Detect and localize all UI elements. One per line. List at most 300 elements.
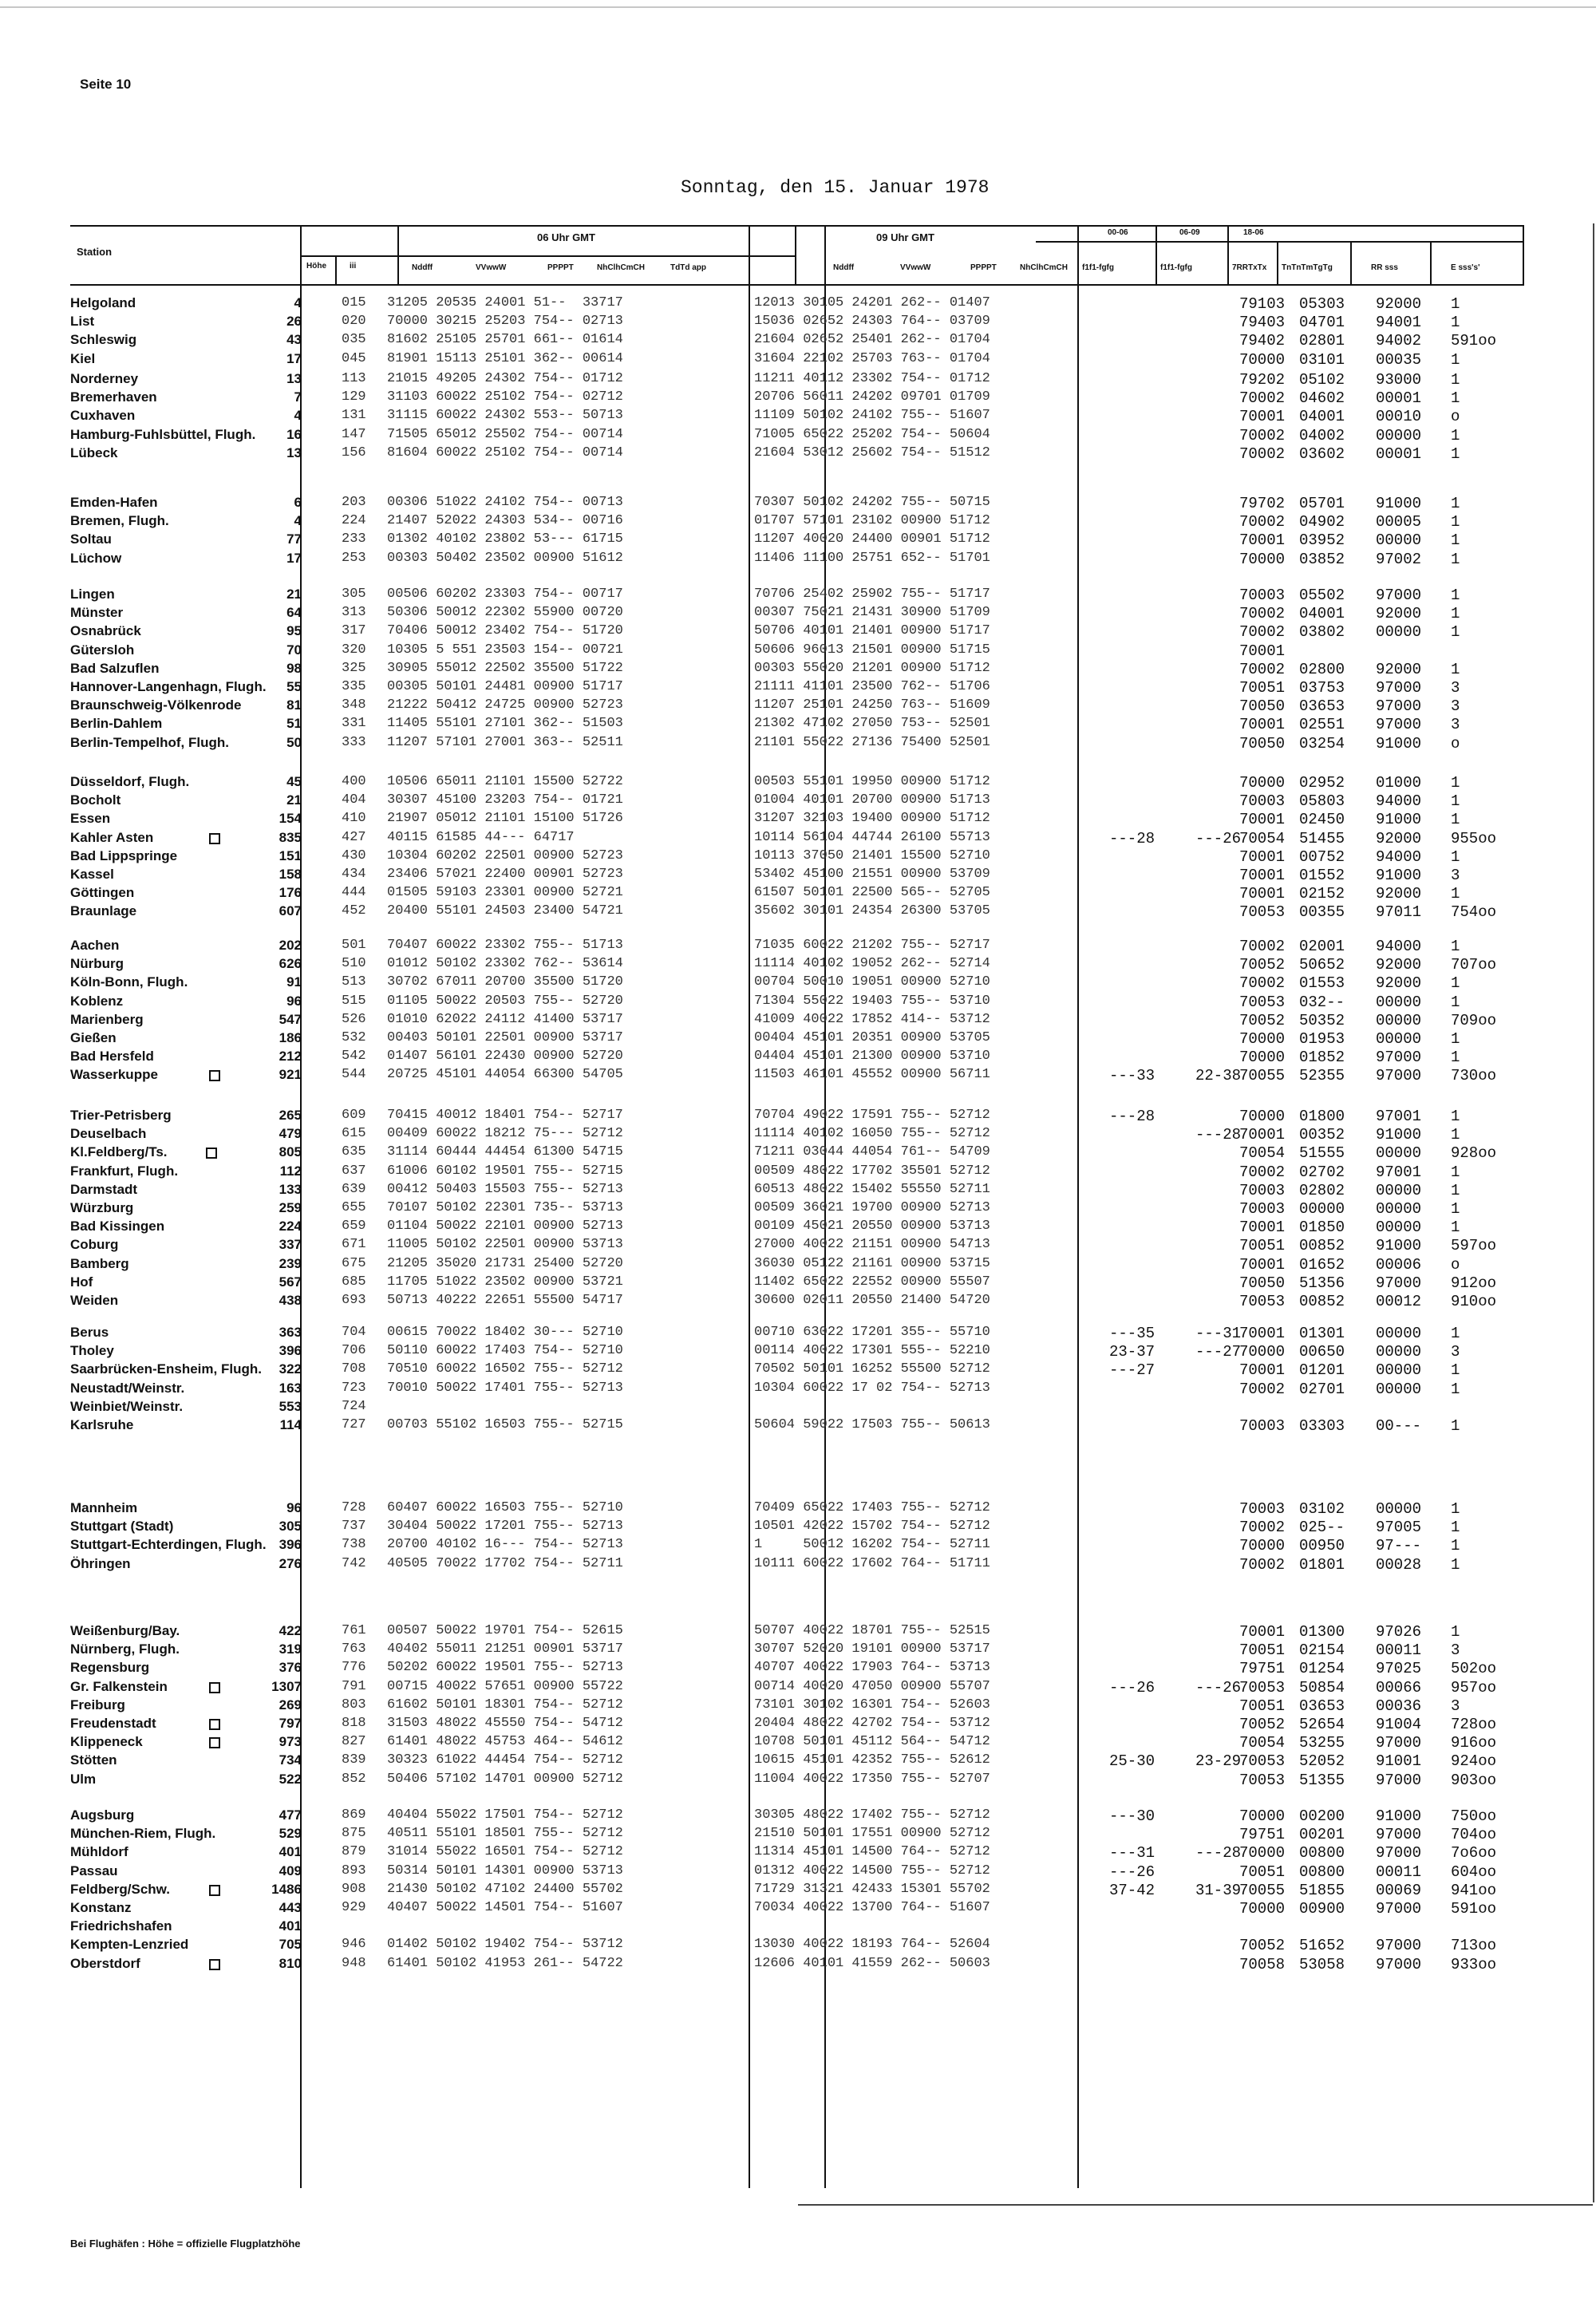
- station-iii: 639: [342, 1181, 366, 1197]
- group-18-06: 79402: [1239, 332, 1286, 350]
- obs-06: 11207 57101 27001 363-- 52511: [387, 734, 623, 750]
- group-e: 933oo: [1451, 1955, 1497, 1973]
- obs-09: 21101 55022 27136 75400 52501: [754, 734, 990, 750]
- station-iii: 852: [342, 1771, 366, 1787]
- group-18-06: 70053: [1239, 993, 1286, 1011]
- station-hoehe: 1307: [271, 1678, 302, 1694]
- station-iii: 035: [342, 332, 366, 348]
- header-hoehe: Höhe: [306, 262, 326, 271]
- obs-09: 10615 45101 42352 755-- 52612: [754, 1752, 990, 1768]
- station-iii: 331: [342, 716, 366, 732]
- station-iii: 737: [342, 1519, 366, 1535]
- station-hoehe: 734: [279, 1752, 302, 1768]
- station-name: List: [70, 314, 95, 330]
- station-hoehe: 224: [279, 1219, 302, 1234]
- station-hoehe: 21: [286, 587, 302, 602]
- station-name: Kahler Asten: [70, 829, 154, 845]
- obs-06: 81901 15113 25101 362-- 00614: [387, 350, 623, 366]
- station-name: Klippeneck: [70, 1734, 143, 1750]
- station-name: Göttingen: [70, 885, 135, 901]
- station-iii: 313: [342, 605, 366, 621]
- group-e: 1: [1451, 1049, 1460, 1067]
- obs-06: 70510 60022 16502 755-- 52712: [387, 1361, 623, 1377]
- group-e: 1: [1451, 1163, 1460, 1181]
- obs-09: 31604 22102 25703 763-- 01704: [754, 350, 990, 366]
- group-tn: 02702: [1299, 1163, 1345, 1181]
- station-iii: 045: [342, 350, 366, 366]
- obs-06: 10304 60202 22501 00900 52723: [387, 847, 623, 863]
- header-nddff-06: Nddff: [412, 263, 433, 272]
- group-tn: 03852: [1299, 550, 1345, 568]
- station-iii: 728: [342, 1500, 366, 1515]
- obs-09: 11109 50102 24102 755-- 51607: [754, 408, 990, 424]
- group-rr: 00000: [1376, 1380, 1422, 1398]
- group-e: 1: [1451, 974, 1460, 993]
- group-18-06: 70055: [1239, 1881, 1286, 1899]
- station-name: Karlsruhe: [70, 1417, 134, 1432]
- station-iii: 818: [342, 1716, 366, 1731]
- obs-09: 73101 30102 16301 754-- 52603: [754, 1697, 990, 1712]
- group-tn: 04001: [1299, 408, 1345, 426]
- group-rr: 97000: [1376, 1734, 1422, 1752]
- obs-06: 21222 50412 24725 00900 52723: [387, 697, 623, 713]
- extreme-00-06: 23-37: [1109, 1343, 1156, 1361]
- extreme-06-09: 31-39: [1195, 1881, 1242, 1899]
- station-name: Norderney: [70, 371, 139, 386]
- group-18-06: 70000: [1239, 1900, 1286, 1918]
- station-name: Köln-Bonn, Flugh.: [70, 974, 188, 990]
- obs-09: 11402 65022 22552 00900 55507: [754, 1274, 990, 1290]
- station-hoehe: 176: [279, 885, 302, 901]
- group-e: 1: [1451, 885, 1460, 903]
- group-rr: 00000: [1376, 1219, 1422, 1237]
- station-name: München-Riem, Flugh.: [70, 1826, 216, 1842]
- group-tn: 51855: [1299, 1881, 1345, 1899]
- obs-09: 70409 65022 17403 755-- 52712: [754, 1500, 990, 1515]
- header-ff1: f1f1-fgfg: [1082, 263, 1114, 272]
- station-iii: 827: [342, 1734, 366, 1750]
- obs-06: 61401 48022 45753 464-- 54612: [387, 1734, 623, 1750]
- station-hoehe: 547: [279, 1011, 302, 1027]
- group-rr: 92000: [1376, 885, 1422, 903]
- station-hoehe: 259: [279, 1200, 302, 1215]
- group-rr: 94002: [1376, 332, 1422, 350]
- group-tn: 03101: [1299, 350, 1345, 369]
- station-iii: 655: [342, 1200, 366, 1215]
- obs-06: 61401 50102 41953 261-- 54722: [387, 1955, 623, 1971]
- station-iii: 929: [342, 1900, 366, 1915]
- station-iii: 224: [342, 513, 366, 529]
- obs-06: 00715 40022 57651 00900 55722: [387, 1678, 623, 1694]
- group-e: 941oo: [1451, 1881, 1497, 1899]
- group-18-06: 70002: [1239, 974, 1286, 993]
- group-rr: 91001: [1376, 1752, 1422, 1771]
- extreme-00-06: ---27: [1109, 1361, 1156, 1380]
- header-nhcl-06: NhClhCmCH: [597, 263, 645, 272]
- group-e: o: [1451, 734, 1460, 753]
- station-hoehe: 96: [286, 993, 302, 1009]
- station-hoehe: 805: [279, 1144, 302, 1160]
- extreme-06-09: ---27: [1195, 1343, 1242, 1361]
- group-18-06: 70001: [1239, 531, 1286, 550]
- mountain-station-icon: [209, 833, 220, 844]
- station-hoehe: 45: [286, 774, 302, 789]
- group-e: 924oo: [1451, 1752, 1497, 1771]
- obs-06: 40407 50022 14501 754-- 51607: [387, 1900, 623, 1915]
- station-hoehe: 810: [279, 1955, 302, 1971]
- mountain-station-icon: [209, 1070, 220, 1081]
- obs-06: 31114 60444 44454 61300 54715: [387, 1144, 623, 1160]
- obs-09: 70307 50102 24202 755-- 50715: [754, 495, 990, 510]
- group-e: 955oo: [1451, 829, 1497, 847]
- group-e: 728oo: [1451, 1716, 1497, 1733]
- group-e: 1: [1451, 371, 1460, 389]
- group-tn: 02801: [1299, 332, 1345, 350]
- station-name: Mannheim: [70, 1500, 138, 1515]
- obs-06: 40115 61585 44--- 64717: [387, 829, 575, 845]
- col-divider-c2: [1227, 225, 1229, 286]
- group-rr: 00000: [1376, 1011, 1422, 1029]
- station-iii: 693: [342, 1293, 366, 1308]
- group-e: 1: [1451, 350, 1460, 369]
- station-iii: 724: [342, 1398, 366, 1414]
- group-e: 7o6oo: [1451, 1844, 1497, 1863]
- obs-09: 13030 40022 18193 764-- 52604: [754, 1937, 990, 1953]
- group-18-06: 70002: [1239, 1163, 1286, 1181]
- group-18-06: 70000: [1239, 350, 1286, 369]
- obs-09: 04404 45101 21300 00900 53710: [754, 1049, 990, 1065]
- group-rr: 92000: [1376, 956, 1422, 974]
- station-iii: 513: [342, 974, 366, 990]
- obs-06: 31014 55022 16501 754-- 52712: [387, 1844, 623, 1860]
- station-hoehe: 70: [286, 642, 302, 658]
- group-rr: 91000: [1376, 1126, 1422, 1144]
- group-18-06: 70001: [1239, 1126, 1286, 1144]
- obs-06: 10305 5 551 23503 154-- 00721: [387, 642, 623, 658]
- group-tn: 50854: [1299, 1678, 1345, 1697]
- obs-09: 11004 40022 17350 755-- 52707: [754, 1771, 990, 1787]
- group-tn: 03602: [1299, 444, 1345, 463]
- station-hoehe: 396: [279, 1343, 302, 1359]
- header-18-06: 18-06: [1243, 228, 1264, 237]
- station-hoehe: 81: [286, 697, 302, 713]
- station-iii: 542: [342, 1049, 366, 1065]
- group-tn: 01254: [1299, 1660, 1345, 1678]
- obs-06: 31205 20535 24001 51-- 33717: [387, 295, 623, 310]
- group-e: 707oo: [1451, 956, 1497, 974]
- obs-09: 11406 11100 25751 652-- 51701: [754, 550, 990, 566]
- station-iii: 675: [342, 1255, 366, 1271]
- station-hoehe: 401: [279, 1918, 302, 1934]
- mountain-station-icon: [206, 1148, 217, 1159]
- station-iii: 253: [342, 550, 366, 566]
- group-18-06: 70052: [1239, 1011, 1286, 1029]
- group-rr: 00000: [1376, 623, 1422, 642]
- station-iii: 020: [342, 314, 366, 330]
- group-tn: 02450: [1299, 811, 1345, 829]
- obs-09: 00714 40020 47050 00900 55707: [754, 1678, 990, 1694]
- group-tn: 05502: [1299, 587, 1345, 604]
- obs-09: 01707 57101 23102 00900 51712: [754, 513, 990, 529]
- station-hoehe: 114: [279, 1417, 302, 1432]
- group-18-06: 70001: [1239, 885, 1286, 903]
- extreme-06-09: ---26: [1195, 1678, 1242, 1697]
- obs-09: 61507 50101 22500 565-- 52705: [754, 885, 990, 901]
- obs-06: 30702 67011 20700 35500 51720: [387, 974, 623, 990]
- group-18-06: 70003: [1239, 1417, 1286, 1435]
- group-e: 3: [1451, 1343, 1460, 1361]
- obs-06: 50713 40222 22651 55500 54717: [387, 1293, 623, 1308]
- group-rr: 97001: [1376, 1108, 1422, 1125]
- group-rr: 97000: [1376, 1771, 1422, 1789]
- station-name: Berlin-Tempelhof, Flugh.: [70, 734, 229, 750]
- obs-06: 71505 65012 25502 754-- 00714: [387, 426, 623, 442]
- station-name: Freiburg: [70, 1697, 125, 1712]
- station-hoehe: 269: [279, 1697, 302, 1712]
- extreme-00-06: ---35: [1109, 1325, 1156, 1342]
- group-18-06: 79103: [1239, 295, 1286, 313]
- group-18-06: 70003: [1239, 1200, 1286, 1218]
- station-hoehe: 21: [286, 792, 302, 808]
- obs-09: 70704 49022 17591 755-- 52712: [754, 1108, 990, 1123]
- group-18-06: 70050: [1239, 734, 1286, 753]
- group-tn: 03753: [1299, 679, 1345, 697]
- station-iii: 908: [342, 1881, 366, 1897]
- group-tn: 04701: [1299, 314, 1345, 332]
- group-e: 1: [1451, 1030, 1460, 1048]
- obs-09: 11207 25101 24250 763-- 51609: [754, 697, 990, 713]
- group-rr: 97000: [1376, 1067, 1422, 1085]
- station-iii: 742: [342, 1555, 366, 1571]
- group-tn: 02802: [1299, 1181, 1345, 1199]
- station-name: Gr. Falkenstein: [70, 1678, 168, 1694]
- mountain-station-icon: [209, 1737, 220, 1748]
- obs-06: 70107 50102 22301 735-- 53713: [387, 1200, 623, 1215]
- group-tn: 04902: [1299, 513, 1345, 531]
- group-e: 1: [1451, 1361, 1460, 1380]
- group-18-06: 70000: [1239, 1537, 1286, 1555]
- station-iii: 637: [342, 1163, 366, 1179]
- station-iii: 501: [342, 938, 366, 953]
- group-e: 1: [1451, 1555, 1460, 1574]
- station-hoehe: 95: [286, 623, 302, 639]
- group-rr: 97001: [1376, 1163, 1422, 1181]
- group-rr: 97000: [1376, 1049, 1422, 1067]
- group-e: 1: [1451, 495, 1460, 512]
- obs-06: 21015 49205 24302 754-- 01712: [387, 371, 623, 386]
- station-name: Bad Salzuflen: [70, 660, 160, 676]
- station-hoehe: 1486: [271, 1881, 302, 1897]
- station-hoehe: 55: [286, 679, 302, 694]
- extreme-00-06: 37-42: [1109, 1881, 1156, 1899]
- station-iii: 325: [342, 660, 366, 676]
- obs-06: 21205 35020 21731 25400 52720: [387, 1255, 623, 1271]
- station-hoehe: 607: [279, 903, 302, 919]
- group-e: 1: [1451, 1325, 1460, 1342]
- group-18-06: 70002: [1239, 1380, 1286, 1398]
- station-name: Öhringen: [70, 1555, 131, 1571]
- station-iii: 615: [342, 1126, 366, 1142]
- station-name: Hamburg-Fuhlsbüttel, Flugh.: [70, 426, 256, 442]
- obs-09: 40707 40022 17903 764-- 53713: [754, 1660, 990, 1676]
- group-rr: 97002: [1376, 550, 1422, 568]
- obs-06: 00305 50101 24481 00900 51717: [387, 679, 623, 694]
- group-tn: 00650: [1299, 1343, 1345, 1361]
- group-tn: 02152: [1299, 885, 1345, 903]
- station-hoehe: 477: [279, 1807, 302, 1823]
- obs-06: 70406 50012 23402 754-- 51720: [387, 623, 623, 639]
- obs-09: 00307 75021 21431 30900 51709: [754, 605, 990, 621]
- obs-06: 50406 57102 14701 00900 52712: [387, 1771, 623, 1787]
- header-esss: E sss's': [1451, 263, 1480, 272]
- page-label: Seite 10: [80, 77, 132, 92]
- extreme-00-06: ---26: [1109, 1678, 1156, 1697]
- obs-06: 01105 50022 20503 755-- 52720: [387, 993, 623, 1009]
- group-tn: 00950: [1299, 1537, 1345, 1555]
- group-rr: 91000: [1376, 867, 1422, 884]
- obs-06: 21907 05012 21101 15100 51726: [387, 811, 623, 827]
- station-name: Emden-Hafen: [70, 495, 158, 510]
- station-name: Schleswig: [70, 332, 137, 348]
- col-divider-iii: [335, 255, 337, 286]
- obs-06: 21430 50102 47102 24400 55702: [387, 1881, 623, 1897]
- extreme-00-06: ---33: [1109, 1067, 1156, 1085]
- obs-06: 01505 59103 23301 00900 52721: [387, 885, 623, 901]
- group-e: 1: [1451, 1380, 1460, 1398]
- group-18-06: 79702: [1239, 495, 1286, 512]
- group-tn: 52355: [1299, 1067, 1345, 1085]
- group-tn: 032--: [1299, 993, 1345, 1011]
- bottom-rule: [798, 2204, 1593, 2206]
- station-name: Tholey: [70, 1343, 114, 1359]
- header-iii: iii: [350, 262, 357, 271]
- col-divider-c5: [1430, 241, 1432, 286]
- obs-09: 30707 52020 19101 00900 53717: [754, 1641, 990, 1657]
- group-18-06: 70052: [1239, 1716, 1286, 1733]
- group-e: 1: [1451, 660, 1460, 678]
- station-iii: 803: [342, 1697, 366, 1712]
- group-rr: 00000: [1376, 1144, 1422, 1163]
- group-18-06: 70001: [1239, 642, 1286, 660]
- extreme-06-09: 22-38: [1195, 1067, 1242, 1085]
- station-iii: 348: [342, 697, 366, 713]
- station-name: Gießen: [70, 1030, 117, 1045]
- obs-06: 81604 60022 25102 754-- 00714: [387, 444, 623, 460]
- station-hoehe: 77: [286, 531, 302, 547]
- group-18-06: 70051: [1239, 1641, 1286, 1660]
- right-edge-rule: [1593, 223, 1594, 2202]
- station-hoehe: 4: [294, 513, 302, 529]
- station-name: Deuselbach: [70, 1126, 147, 1142]
- obs-09: 20404 48022 42702 754-- 53712: [754, 1716, 990, 1731]
- group-18-06: 70051: [1239, 1237, 1286, 1255]
- group-18-06: 70001: [1239, 867, 1286, 884]
- station-iii: 434: [342, 867, 366, 882]
- obs-06: 01407 56101 22430 00900 52720: [387, 1049, 623, 1065]
- station-hoehe: 17: [286, 350, 302, 366]
- group-rr: 00005: [1376, 513, 1422, 531]
- group-18-06: 70002: [1239, 513, 1286, 531]
- station-iii: 659: [342, 1219, 366, 1234]
- station-hoehe: 322: [279, 1361, 302, 1377]
- obs-09: 30305 48022 17402 755-- 52712: [754, 1807, 990, 1823]
- group-rr: 00000: [1376, 1200, 1422, 1218]
- group-18-06: 70052: [1239, 1937, 1286, 1955]
- obs-09: 27000 40022 21151 00900 54713: [754, 1237, 990, 1253]
- station-iii: 400: [342, 774, 366, 789]
- header-mid-rule-right: [1036, 241, 1523, 243]
- station-hoehe: 973: [279, 1734, 302, 1750]
- group-e: 1: [1451, 1108, 1460, 1125]
- group-18-06: 70051: [1239, 1863, 1286, 1881]
- obs-06: 61602 50101 18301 754-- 52712: [387, 1697, 623, 1712]
- group-18-06: 70001: [1239, 1361, 1286, 1380]
- group-tn: 03952: [1299, 531, 1345, 550]
- station-hoehe: 158: [279, 867, 302, 882]
- station-iii: 333: [342, 734, 366, 750]
- obs-09: 10501 42022 15702 754-- 52712: [754, 1519, 990, 1535]
- station-name: Münster: [70, 605, 124, 621]
- group-rr: 00001: [1376, 444, 1422, 463]
- station-hoehe: 186: [279, 1030, 302, 1045]
- group-e: 1: [1451, 1417, 1460, 1435]
- station-iii: 335: [342, 679, 366, 694]
- group-tn: 00852: [1299, 1237, 1345, 1255]
- station-name: Hof: [70, 1274, 93, 1290]
- group-tn: 03254: [1299, 734, 1345, 753]
- obs-09: 41009 40022 17852 414-- 53712: [754, 1011, 990, 1027]
- station-iii: 532: [342, 1030, 366, 1045]
- extreme-06-09: ---31: [1195, 1325, 1242, 1342]
- group-tn: 03802: [1299, 623, 1345, 642]
- group-e: 1: [1451, 623, 1460, 642]
- station-hoehe: 797: [279, 1716, 302, 1731]
- station-iii: 320: [342, 642, 366, 658]
- group-rr: 00028: [1376, 1555, 1422, 1574]
- group-rr: 94000: [1376, 938, 1422, 955]
- group-e: 1: [1451, 774, 1460, 792]
- station-hoehe: 7: [294, 389, 302, 405]
- group-tn: 53058: [1299, 1955, 1345, 1973]
- station-name: Berlin-Dahlem: [70, 716, 163, 732]
- extreme-06-09: ---28: [1195, 1844, 1242, 1863]
- group-rr: 00000: [1376, 1500, 1422, 1518]
- group-tn: 05102: [1299, 371, 1345, 389]
- station-name: Weißenburg/Bay.: [70, 1623, 180, 1638]
- group-e: 957oo: [1451, 1678, 1497, 1697]
- station-name: Darmstadt: [70, 1181, 138, 1197]
- station-hoehe: 363: [279, 1325, 302, 1340]
- group-tn: 025--: [1299, 1519, 1345, 1537]
- group-18-06: 70001: [1239, 408, 1286, 426]
- obs-09: 71005 65022 25202 754-- 50604: [754, 426, 990, 442]
- group-e: 730oo: [1451, 1067, 1497, 1085]
- header-pppp-06: PPPPT: [547, 263, 574, 272]
- station-hoehe: 529: [279, 1826, 302, 1842]
- station-hoehe: 6: [294, 495, 302, 510]
- mountain-station-icon: [209, 1959, 220, 1970]
- header-rr: 7RRTxTx: [1232, 263, 1267, 272]
- obs-06: 00703 55102 16503 755-- 52715: [387, 1417, 623, 1432]
- station-name: Braunlage: [70, 903, 137, 919]
- station-hoehe: 91: [286, 974, 302, 990]
- station-hoehe: 133: [279, 1181, 302, 1197]
- station-hoehe: 163: [279, 1380, 302, 1396]
- obs-09: 50707 40022 18701 755-- 52515: [754, 1623, 990, 1638]
- group-e: 713oo: [1451, 1937, 1497, 1955]
- group-18-06: 70053: [1239, 903, 1286, 922]
- group-18-06: 70058: [1239, 1955, 1286, 1973]
